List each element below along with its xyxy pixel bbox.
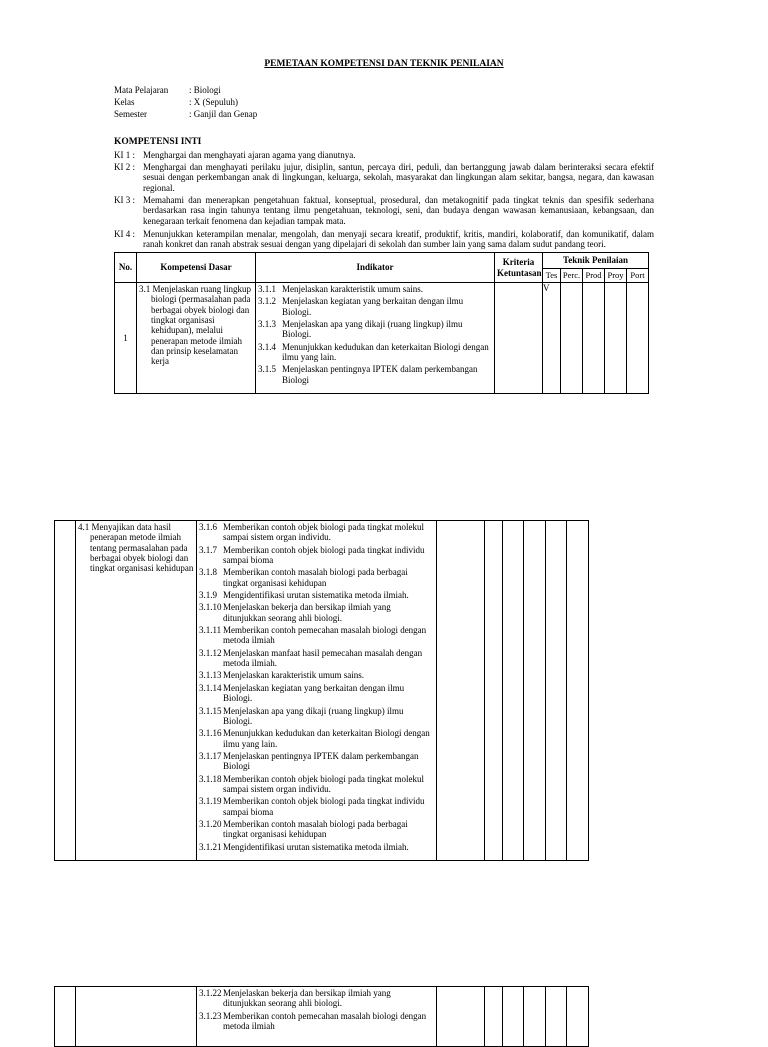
table-row bbox=[115, 283, 649, 394]
ki-item-1 bbox=[114, 150, 654, 160]
ki-item-2 bbox=[114, 162, 654, 193]
indicator-number: 3.1.2 bbox=[258, 296, 276, 307]
table-part3-clip bbox=[0, 986, 768, 1032]
kompetensi-dasar-text: 3.1 Menjelaskan ruang lingkup biologi (permasalahan pada berbagai obyek biologi dan tingkat organisasi kehidupan), melalui penerapan metode ilmiah dan prinsip keselamatan kerja bbox=[139, 284, 251, 367]
ki-text: Menghargai dan menghayati perilaku jujur, disiplin, santun, percaya diri, peduli, dan bertanggung jawab dalam berinteraksi secara efektif sesuai dengan perkembangan anak di lingkungan, keluarga, sekolah, masyarakat dan lingkungan alam sekitar, bangsa, negara, dan kawasan regional. bbox=[143, 162, 654, 193]
header-indikator: Indikator bbox=[256, 253, 495, 283]
info-value: : Biologi bbox=[189, 85, 221, 95]
kompetensi-dasar-cell bbox=[76, 987, 197, 1047]
indikator-cell bbox=[197, 987, 437, 1047]
indicator-text: Menjelaskan apa yang dikaji (ruang lingkup) ilmu Biologi. bbox=[282, 319, 463, 340]
ki-label: KI 2 : bbox=[114, 162, 135, 172]
indicator-number: 3.1.4 bbox=[258, 341, 276, 352]
ki-text: Memahami dan menerapkan pengetahuan faktual, konseptual, prosedural, dan metakognitif pada tingkat teknis dan spesifik sederhana berdasarkan rasa ingin tahunya tentang ilmu pengetahuan, teknologi, seni, dan budaya dengan wawasan kemanusiaan, kebangsaan, dan kenegaraan terkait fenomena dan kejadian tampak mata. bbox=[143, 195, 654, 226]
indicator-item bbox=[199, 819, 434, 840]
indicator-number: 3.1.13 bbox=[199, 670, 222, 681]
competency-table-part1 bbox=[114, 252, 649, 394]
kompetensi-dasar-cell bbox=[76, 521, 197, 861]
indicator-number: 3.1.1 bbox=[258, 284, 276, 294]
ki-label: KI 1 : bbox=[114, 150, 135, 160]
indicator-item bbox=[199, 1011, 434, 1032]
info-value: : X (Sepuluh) bbox=[189, 97, 238, 107]
indicator-item bbox=[258, 319, 492, 340]
ki-label: KI 3 : bbox=[114, 195, 135, 205]
indicator-text: Menjelaskan kegiatan yang berkaitan dengan ilmu Biologi. bbox=[282, 296, 464, 317]
indicator-number: 3.1.5 bbox=[258, 364, 276, 375]
indicator-number: 3.1.15 bbox=[199, 705, 222, 716]
header-kriteria-line1: Kriteria bbox=[502, 257, 535, 268]
indicator-item bbox=[199, 774, 434, 795]
indicator-item bbox=[258, 342, 492, 363]
indicator-text: Menjelaskan kegiatan yang berkaitan dengan ilmu Biologi. bbox=[223, 682, 405, 704]
ki-text: Menghargai dan menghayati ajaran agama yang dianutnya. bbox=[143, 150, 356, 160]
indikator-cell bbox=[197, 521, 437, 861]
indicator-item bbox=[199, 590, 434, 600]
indicator-number: 3.1.17 bbox=[199, 750, 222, 761]
indicator-number: 3.1.16 bbox=[199, 728, 222, 739]
kompetensi-dasar-text: 4.1 Menyajikan data hasil penerapan metode ilmiah tentang permasalahan pada berbagai obyek biologi dan tingkat organisasi kehidupan bbox=[78, 522, 194, 574]
table-row bbox=[55, 987, 589, 1047]
indicator-text: Menjelaskan manfaat hasil pemecahan masalah dengan metoda ilmiah. bbox=[223, 647, 423, 669]
indicator-text: Memberikan contoh objek biologi pada tingkat molekul sampai sistem organ individu. bbox=[223, 522, 424, 543]
indicator-number: 3.1.11 bbox=[199, 625, 222, 636]
indicator-text: Menunjukkan kedudukan dan keterkaitan Biologi dengan ilmu yang lain. bbox=[223, 728, 430, 749]
header-teknik-penilaian: Teknik Penilaian bbox=[543, 253, 649, 269]
indicator-number: 3.1.20 bbox=[199, 818, 222, 829]
perc-cell bbox=[503, 521, 524, 861]
indicator-number: 3.1.18 bbox=[199, 773, 222, 784]
perc-cell bbox=[503, 987, 524, 1047]
indicator-text: Menjelaskan pentingnya IPTEK dalam perkembangan Biologi bbox=[223, 750, 419, 772]
tes-cell bbox=[485, 987, 503, 1047]
prod-cell bbox=[524, 521, 546, 861]
perc-cell bbox=[561, 283, 583, 394]
indicator-item bbox=[199, 751, 434, 772]
indicator-number: 3.1.3 bbox=[258, 319, 276, 330]
indicator-item bbox=[199, 988, 434, 1009]
ki-item-4 bbox=[114, 229, 654, 250]
indicator-text: Memberikan contoh objek biologi pada tingkat individu sampai bioma bbox=[223, 796, 425, 817]
indicator-item bbox=[258, 364, 492, 385]
indicator-text: Memberikan contoh pemecahan masalah biologi dengan metoda ilmiah bbox=[223, 1010, 427, 1032]
subject-info bbox=[114, 85, 257, 121]
indicator-text: Menjelaskan bekerja dan bersikap ilmiah yang ditunjukkan seorang ahli biologi. bbox=[223, 602, 391, 623]
indicator-text: Menjelaskan apa yang dikaji (ruang lingkup) ilmu Biologi. bbox=[223, 705, 404, 726]
indicator-number: 3.1.7 bbox=[199, 544, 217, 555]
table-row bbox=[55, 521, 589, 861]
header-tes: Tes bbox=[543, 269, 561, 283]
indicator-item bbox=[199, 522, 434, 543]
info-value: : Ganjil dan Genap bbox=[189, 109, 258, 119]
indicator-number: 3.1.14 bbox=[199, 682, 222, 693]
indicator-item bbox=[199, 567, 434, 588]
ki-text: Menunjukkan keterampilan menalar, mengolah, dan menyaji secara kreatif, produktif, kritis, mandiri, kolaboratif, dan komunikatif, dalam ranah konkret dan ranah abstrak sesuai dengan yang dipelajari di sekolah dan sumber lain yang sama dalam sudut pandang teori. bbox=[143, 229, 654, 250]
indicator-item bbox=[258, 284, 492, 294]
info-row-class bbox=[114, 97, 257, 109]
indicator-item bbox=[199, 728, 434, 749]
port-cell bbox=[567, 521, 589, 861]
info-row-semester bbox=[114, 109, 257, 121]
indicator-text: Menunjukkan kedudukan dan keterkaitan Biologi dengan ilmu yang lain. bbox=[282, 341, 489, 363]
info-label: Semester bbox=[114, 109, 147, 119]
prod-cell bbox=[524, 987, 546, 1047]
indicator-number: 3.1.12 bbox=[199, 647, 222, 658]
indicator-number: 3.1.19 bbox=[199, 796, 222, 807]
indicator-text: Mengidentifikasi urutan sistematika metoda ilmiah. bbox=[223, 590, 409, 601]
indicator-item bbox=[199, 706, 434, 727]
info-label: Kelas bbox=[114, 97, 135, 107]
kompetensi-dasar-cell bbox=[137, 283, 256, 394]
indicator-item bbox=[199, 648, 434, 669]
indicator-item bbox=[199, 670, 434, 680]
prod-cell bbox=[583, 283, 605, 394]
tes-cell bbox=[543, 283, 561, 394]
indicator-item bbox=[199, 602, 434, 623]
indicator-text: Memberikan contoh pemecahan masalah biologi dengan metoda ilmiah bbox=[223, 625, 427, 646]
indicator-number: 3.1.9 bbox=[199, 590, 217, 601]
competency-table-part3 bbox=[54, 986, 589, 1047]
indicator-text: Memberikan contoh objek biologi pada tingkat molekul sampai sistem organ individu. bbox=[223, 773, 424, 794]
indicator-item bbox=[199, 545, 434, 566]
indicator-number: 3.1.10 bbox=[199, 602, 222, 613]
indicator-item bbox=[199, 842, 434, 852]
indicator-number: 3.1.21 bbox=[199, 841, 222, 852]
ki-heading: KOMPETENSI INTI bbox=[114, 137, 202, 147]
indicator-text: Menjelaskan karakteristik umum sains. bbox=[223, 670, 364, 681]
header-perc: Perc. bbox=[561, 269, 583, 283]
proy-cell bbox=[546, 987, 567, 1047]
competency-table-part2 bbox=[54, 520, 589, 861]
ki-item-3 bbox=[114, 195, 654, 226]
ki-label: KI 4 : bbox=[114, 229, 135, 239]
header-kompetensi-dasar: Kompetensi Dasar bbox=[137, 253, 256, 283]
indicator-item bbox=[258, 296, 492, 317]
document-title: PEMETAAN KOMPETENSI DAN TEKNIK PENILAIAN bbox=[264, 59, 504, 69]
indicator-item bbox=[199, 796, 434, 817]
header-prod: Prod bbox=[583, 269, 605, 283]
indikator-cell bbox=[256, 283, 495, 394]
kriteria-cell bbox=[495, 283, 543, 394]
indicator-text: Memberikan contoh masalah biologi pada berbagai tingkat organisasi kehidupan bbox=[223, 567, 408, 588]
indicator-text: Menjelaskan pentingnya IPTEK dalam perkembangan Biologi bbox=[282, 364, 478, 385]
header-no: No. bbox=[115, 253, 137, 283]
indicator-item bbox=[199, 683, 434, 704]
header-kriteria bbox=[495, 253, 543, 283]
indicator-text: Mengidentifikasi urutan sistematika metoda ilmiah. bbox=[223, 841, 409, 852]
indicator-item bbox=[199, 625, 434, 646]
row-number: 1 bbox=[115, 283, 137, 394]
header-port: Port bbox=[627, 269, 649, 283]
indicator-text: Memberikan contoh objek biologi pada tingkat individu sampai bioma bbox=[223, 544, 425, 566]
indicator-number: 3.1.6 bbox=[199, 522, 217, 532]
row-number bbox=[55, 521, 76, 861]
header-kriteria-line2: Ketuntasan bbox=[497, 267, 542, 278]
kriteria-cell bbox=[437, 521, 485, 861]
proy-cell bbox=[605, 283, 627, 394]
indicator-text: Menjelaskan bekerja dan bersikap ilmiah yang ditunjukkan seorang ahli biologi. bbox=[223, 988, 391, 1009]
port-cell bbox=[627, 283, 649, 394]
row-number bbox=[55, 987, 76, 1047]
info-row-subject bbox=[114, 85, 257, 97]
indicator-text: Memberikan contoh masalah biologi pada berbagai tingkat organisasi kehidupan bbox=[223, 818, 408, 840]
check-mark: V bbox=[543, 283, 550, 293]
header-proy: Proy bbox=[605, 269, 627, 283]
tes-cell bbox=[485, 521, 503, 861]
indicator-number: 3.1.22 bbox=[199, 988, 222, 998]
kriteria-cell bbox=[437, 987, 485, 1047]
indicator-number: 3.1.23 bbox=[199, 1010, 222, 1021]
proy-cell bbox=[546, 521, 567, 861]
indicator-number: 3.1.8 bbox=[199, 567, 217, 578]
port-cell bbox=[567, 987, 589, 1047]
indicator-text: Menjelaskan karakteristik umum sains. bbox=[282, 284, 423, 294]
info-label: Mata Pelajaran bbox=[114, 85, 169, 95]
